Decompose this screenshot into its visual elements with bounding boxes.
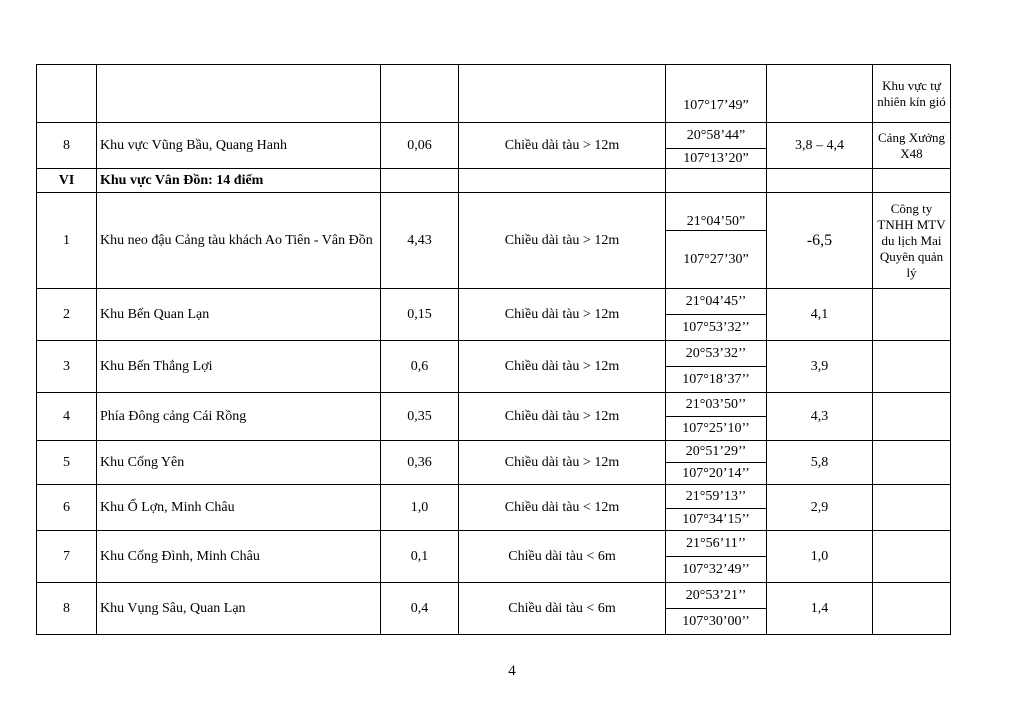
empty-cell bbox=[666, 169, 767, 193]
table-row bbox=[37, 289, 951, 315]
depth-cell: 5,8 bbox=[767, 441, 873, 485]
longitude-cell: 107°32’49’’ bbox=[666, 557, 767, 583]
name-cell: Khu Cống Đình, Minh Châu bbox=[97, 531, 381, 583]
stt-cell bbox=[37, 65, 97, 123]
stt-cell: 4 bbox=[37, 393, 97, 441]
depth-cell bbox=[767, 65, 873, 123]
area-cell: 0,4 bbox=[381, 583, 459, 635]
condition-cell: Chiều dài tàu > 12m bbox=[459, 123, 666, 169]
stt-cell: 6 bbox=[37, 485, 97, 531]
name-cell: Khu Vụng Sâu, Quan Lạn bbox=[97, 583, 381, 635]
condition-cell: Chiều dài tàu < 6m bbox=[459, 583, 666, 635]
table-row bbox=[37, 393, 951, 417]
depth-cell: 3,8 – 4,4 bbox=[767, 123, 873, 169]
area-cell: 0,35 bbox=[381, 393, 459, 441]
name-cell: Khu Bến Quan Lạn bbox=[97, 289, 381, 341]
table-row bbox=[37, 531, 951, 557]
table-row bbox=[37, 441, 951, 463]
table-row bbox=[37, 193, 951, 231]
latitude-cell: 20°53’32’’ bbox=[666, 341, 767, 367]
name-cell: Khu Cống Yên bbox=[97, 441, 381, 485]
longitude-cell: 107°25’10’’ bbox=[666, 417, 767, 441]
name-cell: Khu vực Vũng Bầu, Quang Hanh bbox=[97, 123, 381, 169]
stt-cell: 5 bbox=[37, 441, 97, 485]
note-cell bbox=[873, 441, 951, 485]
name-cell: Khu neo đậu Cảng tàu khách Ao Tiên - Vân Đồn bbox=[97, 193, 381, 289]
depth-cell: 1,4 bbox=[767, 583, 873, 635]
note-cell bbox=[873, 289, 951, 341]
section-number: VI bbox=[37, 169, 97, 193]
depth-cell: -6,5 bbox=[767, 193, 873, 289]
area-cell: 0,6 bbox=[381, 341, 459, 393]
area-cell: 4,43 bbox=[381, 193, 459, 289]
longitude-cell: 107°53’32’’ bbox=[666, 315, 767, 341]
latitude-cell: 21°03’50’’ bbox=[666, 393, 767, 417]
condition-cell bbox=[459, 65, 666, 123]
name-cell bbox=[97, 65, 381, 123]
area-cell: 0,06 bbox=[381, 123, 459, 169]
area-cell: 0,15 bbox=[381, 289, 459, 341]
note-cell bbox=[873, 583, 951, 635]
note-cell bbox=[873, 485, 951, 531]
longitude-cell: 107°13’20” bbox=[666, 149, 767, 169]
stt-cell: 1 bbox=[37, 193, 97, 289]
stt-cell: 8 bbox=[37, 123, 97, 169]
area-cell: 1,0 bbox=[381, 485, 459, 531]
condition-cell: Chiều dài tàu > 12m bbox=[459, 393, 666, 441]
condition-cell: Chiều dài tàu > 12m bbox=[459, 289, 666, 341]
area-cell bbox=[381, 65, 459, 123]
area-cell: 0,36 bbox=[381, 441, 459, 485]
longitude-cell: 107°34’15’’ bbox=[666, 509, 767, 531]
condition-cell: Chiều dài tàu < 6m bbox=[459, 531, 666, 583]
stt-cell: 2 bbox=[37, 289, 97, 341]
latitude-cell: 21°56’11’’ bbox=[666, 531, 767, 557]
depth-cell: 3,9 bbox=[767, 341, 873, 393]
table-row bbox=[37, 123, 951, 149]
latitude-cell: 21°04’50” bbox=[666, 193, 767, 231]
latitude-cell: 21°59’13’’ bbox=[666, 485, 767, 509]
longitude-cell: 107°17’49” bbox=[666, 65, 767, 123]
note-cell: Công ty TNHH MTV du lịch Mai Quyên quản lý bbox=[873, 193, 951, 289]
page-number: 4 bbox=[508, 663, 516, 679]
depth-cell: 1,0 bbox=[767, 531, 873, 583]
depth-cell: 2,9 bbox=[767, 485, 873, 531]
note-cell bbox=[873, 531, 951, 583]
anchorage-table bbox=[36, 64, 951, 635]
longitude-cell: 107°30’00’’ bbox=[666, 609, 767, 635]
name-cell: Phía Đông cảng Cái Rồng bbox=[97, 393, 381, 441]
empty-cell bbox=[381, 169, 459, 193]
latitude-cell: 21°04’45’’ bbox=[666, 289, 767, 315]
table-row bbox=[37, 341, 951, 367]
table-row bbox=[37, 583, 951, 609]
section-title: Khu vực Vân Đồn: 14 điểm bbox=[97, 169, 381, 193]
condition-cell: Chiều dài tàu > 12m bbox=[459, 341, 666, 393]
depth-cell: 4,1 bbox=[767, 289, 873, 341]
stt-cell: 3 bbox=[37, 341, 97, 393]
area-cell: 0,1 bbox=[381, 531, 459, 583]
condition-cell: Chiều dài tàu > 12m bbox=[459, 441, 666, 485]
name-cell: Khu Bến Thắng Lợi bbox=[97, 341, 381, 393]
stt-cell: 8 bbox=[37, 583, 97, 635]
latitude-cell: 20°51’29’’ bbox=[666, 441, 767, 463]
note-cell: Khu vực tự nhiên kín gió bbox=[873, 65, 951, 123]
section-row bbox=[37, 169, 951, 193]
longitude-cell: 107°20’14’’ bbox=[666, 463, 767, 485]
stt-cell: 7 bbox=[37, 531, 97, 583]
empty-cell bbox=[873, 169, 951, 193]
empty-cell bbox=[767, 169, 873, 193]
longitude-cell: 107°27’30” bbox=[666, 231, 767, 289]
name-cell: Khu Ổ Lợn, Minh Châu bbox=[97, 485, 381, 531]
longitude-cell: 107°18’37’’ bbox=[666, 367, 767, 393]
condition-cell: Chiều dài tàu < 12m bbox=[459, 485, 666, 531]
condition-cell: Chiều dài tàu > 12m bbox=[459, 193, 666, 289]
depth-cell: 4,3 bbox=[767, 393, 873, 441]
table-row bbox=[37, 485, 951, 509]
empty-cell bbox=[459, 169, 666, 193]
note-cell: Cảng Xưởng X48 bbox=[873, 123, 951, 169]
latitude-cell: 20°53’21’’ bbox=[666, 583, 767, 609]
note-cell bbox=[873, 393, 951, 441]
latitude-cell: 20°58’44” bbox=[666, 123, 767, 149]
table-row bbox=[37, 65, 951, 123]
note-cell bbox=[873, 341, 951, 393]
